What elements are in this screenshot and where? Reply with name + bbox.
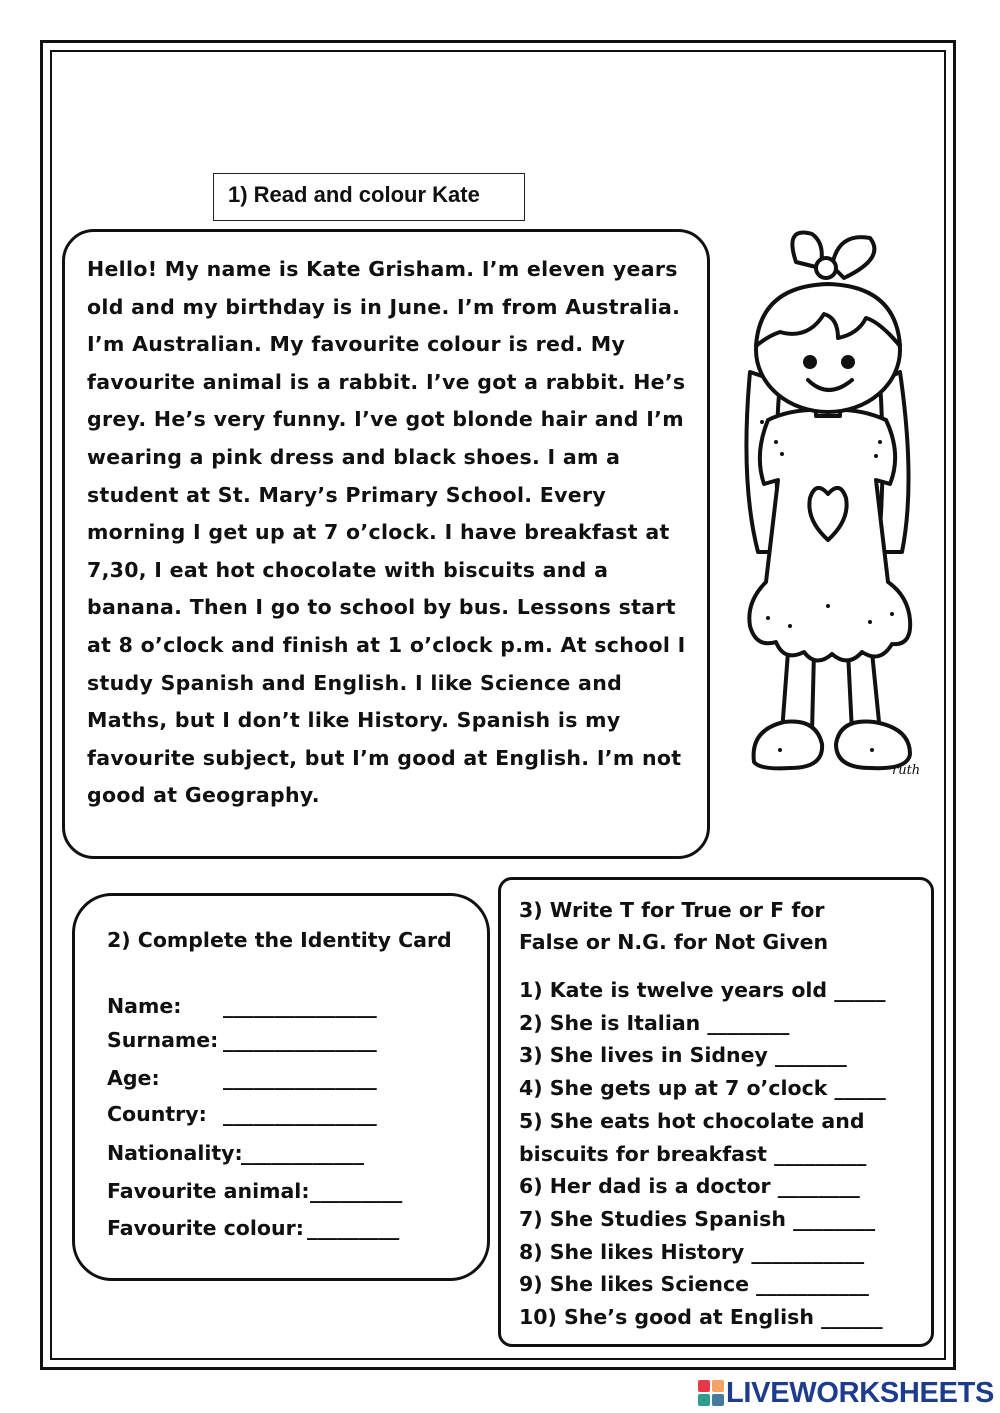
- left-shoe: [754, 721, 823, 768]
- id-label-favourite-colour: Favourite colour:: [107, 1216, 304, 1240]
- logo-square-2: [712, 1380, 724, 1392]
- passage-line: grey. He’s very funny. I’ve got blonde hair and I’m: [87, 407, 684, 432]
- tf-item[interactable]: 7) She Studies Spanish ________: [519, 1207, 876, 1231]
- passage-line: favourite subject, but I’m good at English. I’m not: [87, 745, 682, 770]
- reading-passage: [87, 251, 689, 815]
- liveworksheets-logo[interactable]: [698, 1377, 994, 1409]
- illustrator-signature: ruth: [892, 763, 921, 778]
- logo-mark-icon: [698, 1380, 724, 1406]
- passage-line: banana. Then I go to school by bus. Lessons start: [87, 595, 676, 620]
- id-label-favourite-animal: Favourite animal:: [107, 1179, 310, 1203]
- tf-item[interactable]: 6) Her dad is a doctor ________: [519, 1174, 860, 1198]
- passage-line: study Spanish and English. I like Science and: [87, 670, 623, 695]
- identity-card-box: [72, 893, 490, 1281]
- passage-line: I’m Australian. My favourite colour is red. My: [87, 332, 626, 357]
- passage-line: Hello! My name is Kate Grisham. I’m eleven years: [87, 257, 678, 281]
- passage-line: morning I get up at 7 o’clock. I have breakfast at: [87, 520, 670, 545]
- tf-item[interactable]: 4) She gets up at 7 o’clock _____: [519, 1076, 886, 1100]
- id-blank-country[interactable]: _______________: [223, 1102, 377, 1126]
- id-blank-favourite-animal[interactable]: _________: [310, 1179, 403, 1203]
- passage-line: old and my birthday is in June. I’m from Australia.: [87, 294, 681, 319]
- id-blank-age[interactable]: _______________: [223, 1066, 377, 1090]
- logo-square-1: [698, 1380, 710, 1392]
- id-label-name: Name:: [107, 994, 182, 1018]
- right-eye: [843, 357, 853, 367]
- id-label-nationality: Nationality:: [107, 1141, 243, 1165]
- tf-item[interactable]: biscuits for breakfast _________: [519, 1142, 867, 1166]
- left-eye: [805, 357, 815, 367]
- id-blank-surname[interactable]: _______________: [223, 1028, 377, 1052]
- id-label-surname: Surname:: [107, 1028, 219, 1052]
- logo-text: LIVEWORKSHEETS: [726, 1376, 995, 1409]
- passage-line: Maths, but I don’t like History. Spanish is my: [87, 708, 621, 733]
- tf-item[interactable]: 3) She lives in Sidney _______: [519, 1043, 847, 1067]
- logo-square-3: [698, 1394, 710, 1406]
- bow-knot: [816, 258, 836, 278]
- bow-right: [832, 237, 874, 278]
- section2-title: 2) Complete the Identity Card: [107, 928, 452, 952]
- section3-title: [519, 894, 828, 958]
- section3-title-line2: False or N.G. for Not Given: [519, 930, 829, 954]
- tf-item[interactable]: 10) She’s good at English ______: [519, 1305, 883, 1329]
- logo-square-4: [712, 1394, 724, 1406]
- true-false-box: [498, 877, 934, 1347]
- passage-line: at 8 o’clock and finish at 1 o’clock p.m. At school I: [87, 632, 686, 657]
- id-blank-favourite-colour[interactable]: _________: [307, 1216, 400, 1240]
- id-blank-name[interactable]: _______________: [223, 994, 377, 1018]
- section1-title: 1) Read and colour Kate: [213, 173, 525, 221]
- passage-line: favourite animal is a rabbit. I’ve got a rabbit. He’s: [87, 369, 686, 394]
- section3-title-line1: 3) Write T for True or F for: [519, 898, 825, 922]
- passage-line: good at Geography.: [87, 783, 320, 808]
- passage-line: 7,30, I eat hot chocolate with biscuits and a: [87, 557, 609, 582]
- right-shoe: [836, 721, 910, 768]
- id-blank-nationality[interactable]: ____________: [241, 1141, 364, 1165]
- tf-item: 5) She eats hot chocolate and: [519, 1109, 865, 1133]
- id-label-country: Country:: [107, 1102, 207, 1126]
- passage-line: student at St. Mary’s Primary School. Every: [87, 482, 607, 507]
- tf-item[interactable]: 9) She likes Science ___________: [519, 1272, 869, 1296]
- kate-illustration[interactable]: [720, 222, 930, 782]
- tf-item[interactable]: 8) She likes History ___________: [519, 1240, 865, 1264]
- id-label-age: Age:: [107, 1066, 160, 1090]
- tf-item[interactable]: 2) She is Italian ________: [519, 1011, 790, 1035]
- tf-item[interactable]: 1) Kate is twelve years old _____: [519, 978, 886, 1002]
- passage-line: wearing a pink dress and black shoes. I am a: [87, 444, 621, 469]
- reading-passage-box: [62, 229, 710, 859]
